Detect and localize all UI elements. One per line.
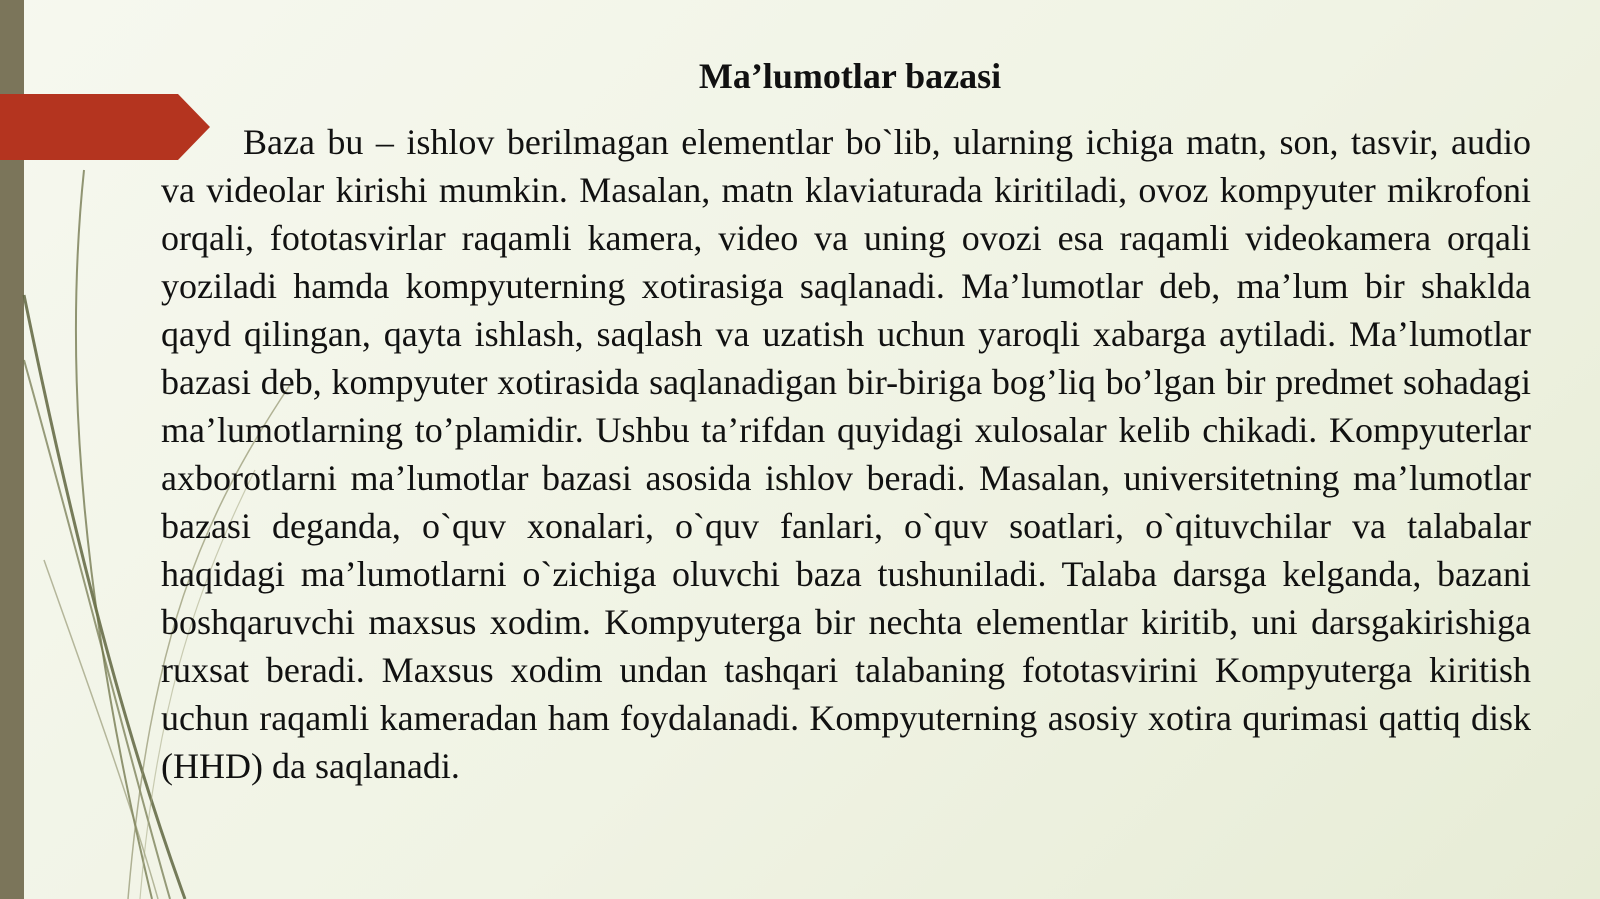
decorative-line [76,170,152,899]
decorative-line [24,360,170,899]
slide-body-text: Baza bu – ishlov berilmagan elementlar bo`lib, ularning ichiga matn, son, tasvir, audio va videolar kirishi mumkin. Masalan, matn klaviaturada kiritiladi, ovoz kompyuter mikrofoni orqali, fototasvirlar raqamli kamera, video va uning ovozi esa raqamli videokamera orqali yoziladi hamda kompyuterning xotirasiga saqlanadi. Ma’lumotlar deb, ma’lum bir shaklda qayd qilingan, qayta ishlash, saqlash va uzatish uchun yaroqli xabarga aytiladi. Ma’lumotlar bazasi deb, kompyuter xotirasida saqlanadigan bir-biriga bog’liq bo’lgan bir predmet sohadagi ma’lumotlarning to’plamidir. Ushbu ta’rifdan quyidagi xulosalar kelib chikadi. Kompyuterlar axborotlarni ma’lumotlar bazasi asosida ishlov beradi. Masalan, universitetning ma’lumotlar bazasi deganda, o`quv xonalari, o`quv fanlari, o`quv soatlari, o`qituvchilar va talabalar haqidagi ma’lumotlarni o`zichiga oluvchi baza tushuniladi. Talaba darsga kelganda, bazani boshqaruvchi maxsus xodim. Kompyuterga bir nechta elementlar kiritib, uni darsgakirishiga ruxsat beradi. Maxsus xodim undan tashqari talabaning fototasvirini Kompyuterga kiritish uchun raqamli kameradan ham foydalanadi. Kompyuterning asosiy xotira qurimasi qattiq disk (HHD) da saqlanadi. [161,122,1531,786]
decorative-line [44,560,158,899]
slide-title: Ma’lumotlar bazasi [698,56,1002,96]
